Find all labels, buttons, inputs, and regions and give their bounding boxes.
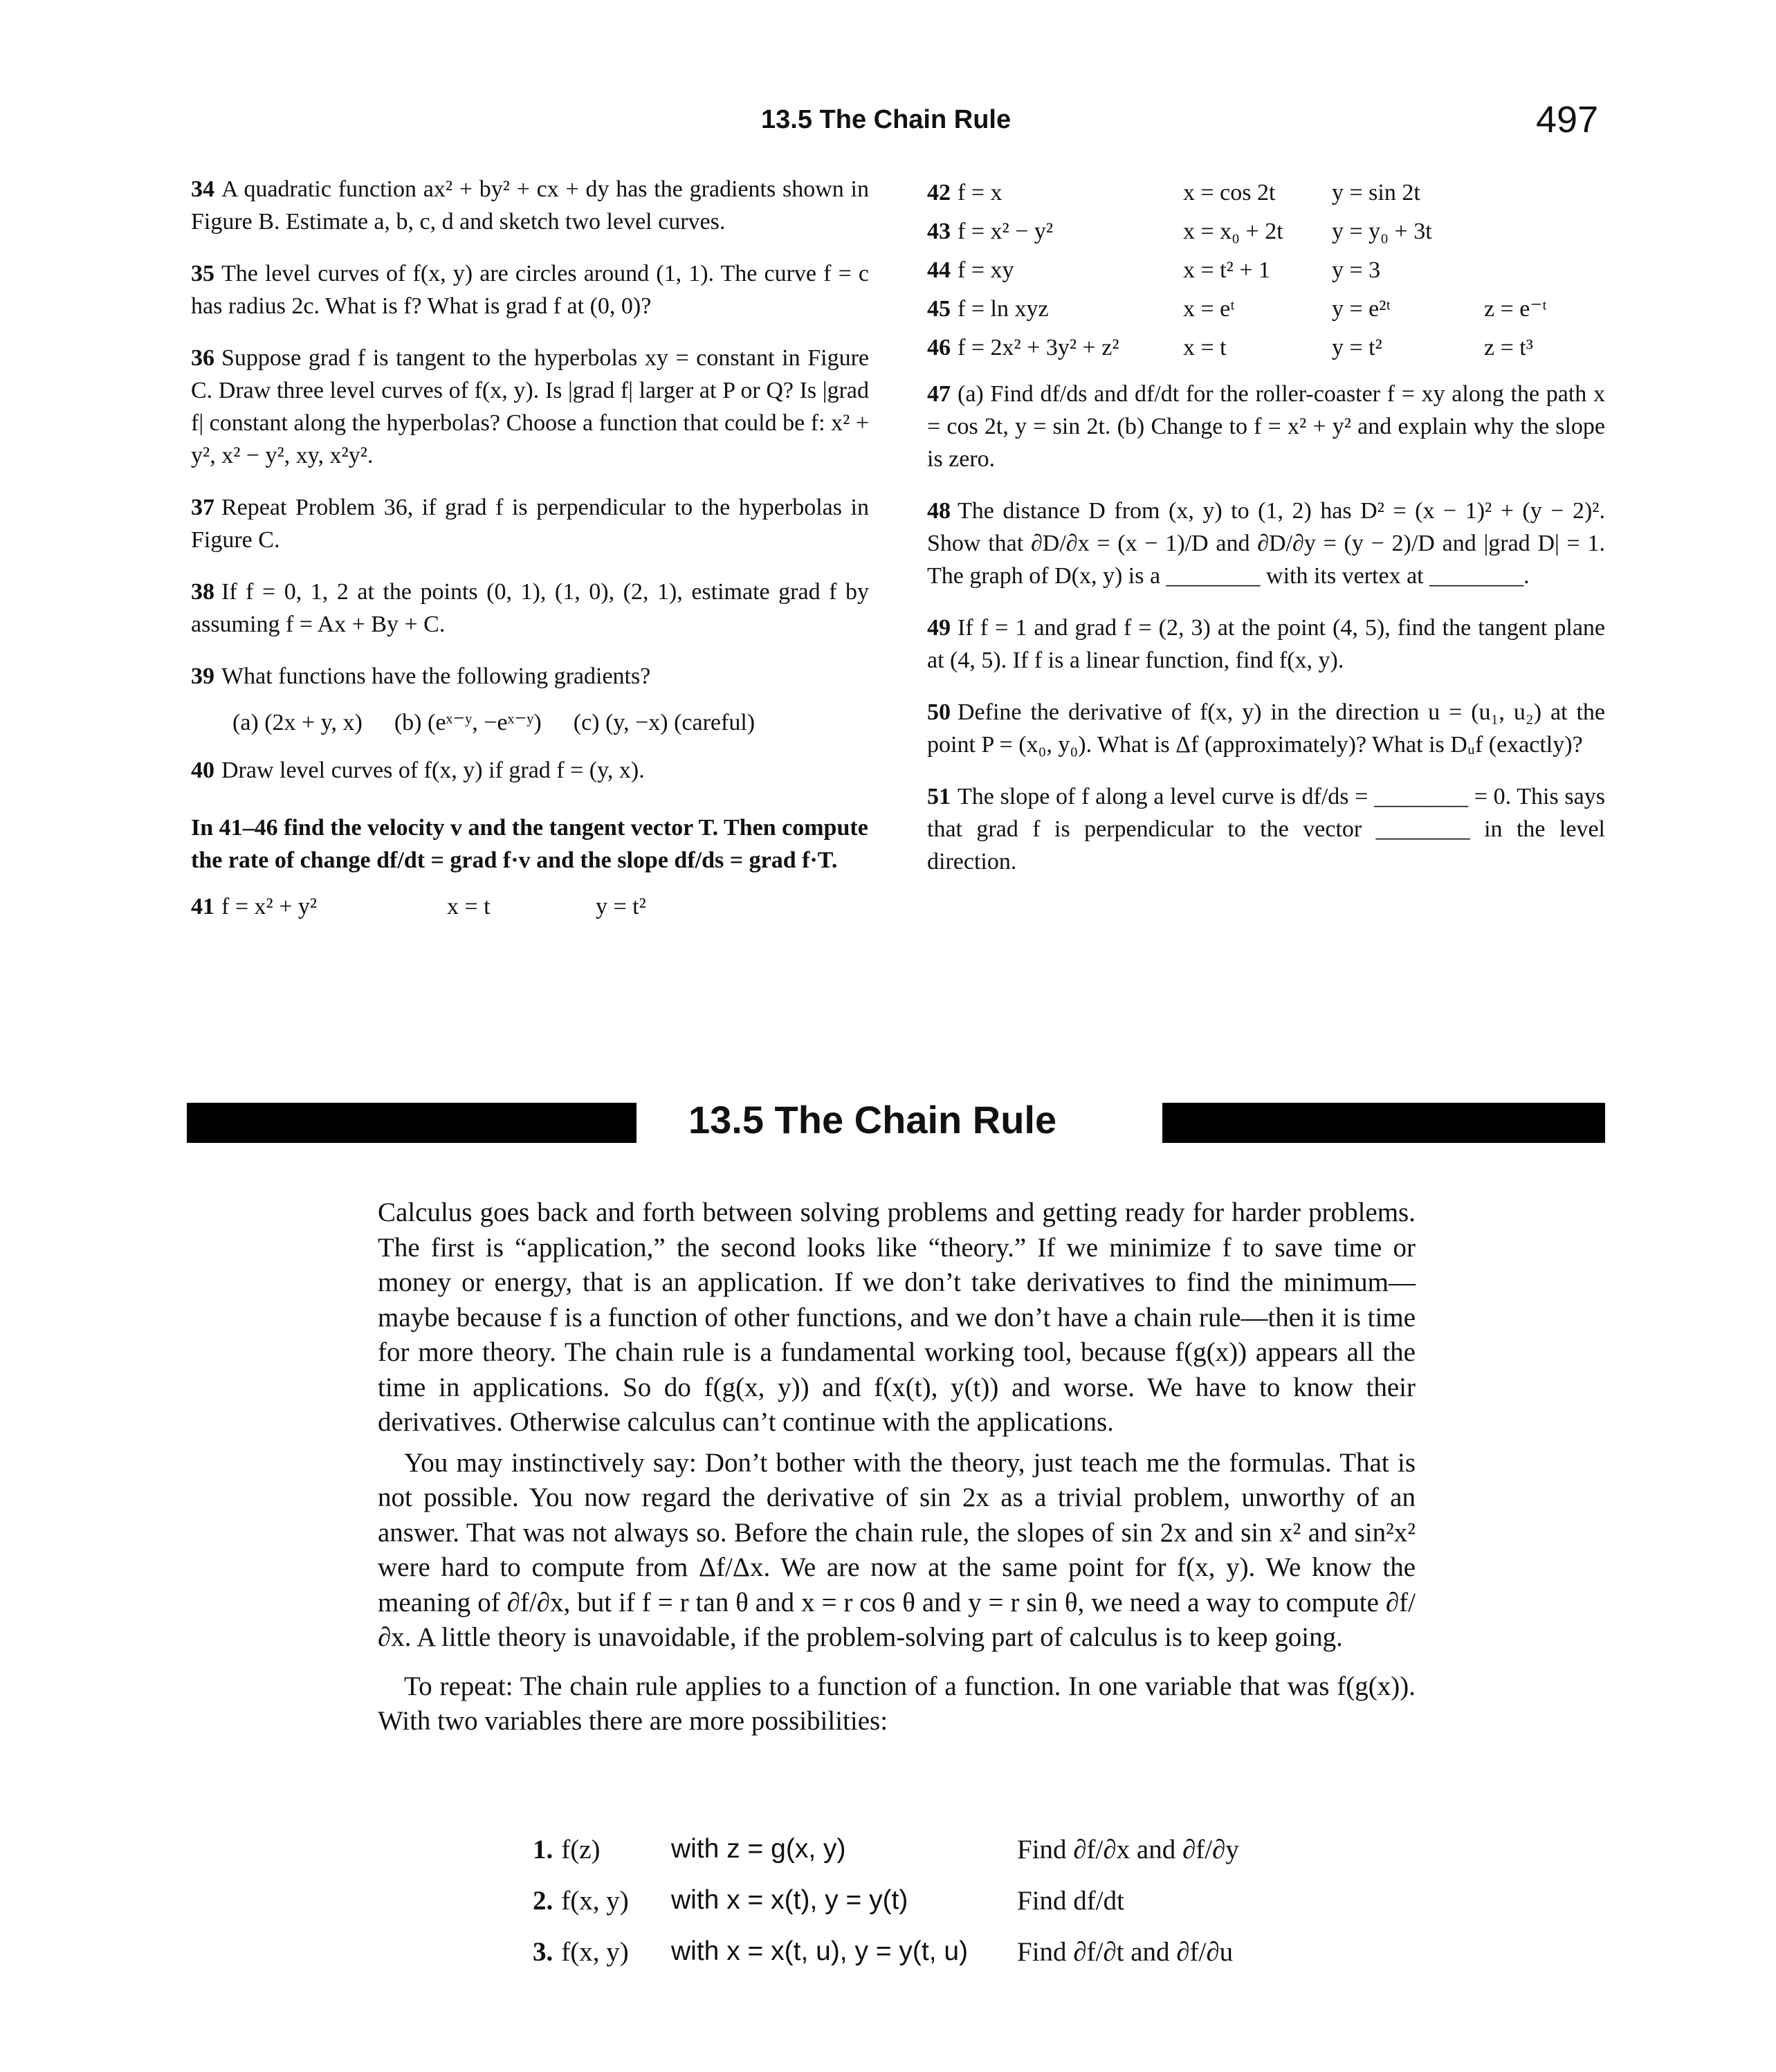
problem-number: 48 <box>927 498 951 524</box>
y-path: y = 3 <box>1332 257 1381 283</box>
case-number: 2. <box>533 1885 553 1916</box>
problem-number: 41 <box>191 894 214 919</box>
problem-table <box>927 173 1605 367</box>
problem-number: 46 <box>927 334 951 360</box>
problem-text: If f = 0, 1, 2 at the points (0, 1), (1, 0), (2, 1), estimate grad f by assuming f = Ax + By + C. <box>191 579 869 637</box>
list-item <box>533 1875 1308 1926</box>
y-path: y = t² <box>1332 334 1382 360</box>
running-head: 13.5 The Chain Rule <box>761 105 1011 134</box>
instruction-41-46: In 41–46 find the velocity v and the tangent vector T. Then compute the rate of change df/dt = grad f·v and the slope df/ds = grad f·T. <box>191 815 868 873</box>
y-path: y = sin 2t <box>1332 179 1420 205</box>
problem-number: 45 <box>927 295 951 322</box>
y-path: y = y₀ + 3t <box>1332 218 1432 244</box>
paragraph: You may instinctively say: Don’t bother with the theory, just teach me the formulas. That is not possible. You now regard the derivative of sin 2x as a trivial problem, unworthy of an answer. That was not always so. Before the chain rule, the slopes of sin 2x and sin x² and sin²x² were hard to compute from Δf/Δx. We are now at the same point for f(x, y). We know the meaning of ∂f/∂x, but if f = r tan θ and x = r cos θ and y = r sin θ, we need a way to compute ∂f/∂x. A little theory is unavoidable, if the problem-solving part of calculus is to keep going. <box>378 1447 1416 1652</box>
z-path: z = e⁻ᵗ <box>1484 295 1547 322</box>
problem-number: 51 <box>927 784 951 809</box>
section-bar-right <box>1162 1103 1605 1143</box>
paragraph: Calculus goes back and forth between solving problems and getting ready for harder problems. The first is “application,” the second looks like “theory.” If we minimize f to save time or money or energy, that is an application. If we don’t take derivatives to find the minimum—maybe because f is a function of other functions, and we don’t have a chain rule—then it is time for more theory. The chain rule is a fundamental working tool, because f(g(x)) appears all the time in applications. So do f(g(x, y)) and f(x(t), y(t)) and worse. We have to know their derivatives. Otherwise calculus can’t continue with the applications. <box>378 1198 1416 1437</box>
problem-text: What functions have the following gradients? <box>221 663 651 689</box>
problem-text: The distance D from (x, y) to (1, 2) has D² = (x − 1)² + (y − 2)². Show that ∂D/∂x = (x − 1)/D and ∂D/∂y = (y − 2)/D and |grad D| = 1. The graph of D(x, y) is a ________ with its vertex at ________. <box>927 498 1605 589</box>
problem-number: 39 <box>191 663 214 689</box>
problem-number: 42 <box>927 179 951 205</box>
problem-text: A quadratic function ax² + by² + cx + dy has the gradients shown in Figure B. Estimate a, b, c, d and sketch two level curves. <box>191 176 869 235</box>
list-item <box>533 1926 1308 1977</box>
x-path: x = t <box>1183 334 1227 360</box>
case-find: Find ∂f/∂x and ∂f/∂y <box>1017 1834 1239 1864</box>
problem-number: 50 <box>927 699 951 725</box>
part-b: (b) (eˣ⁻ʸ, −eˣ⁻ʸ) <box>394 710 542 735</box>
problem-47 <box>927 378 1605 475</box>
x-path: x = cos 2t <box>1183 179 1276 205</box>
problem-34 <box>191 173 869 238</box>
case-find: Find df/dt <box>1017 1885 1124 1916</box>
problem-39 <box>191 660 869 693</box>
problem-text: The slope of f along a level curve is df/ds = ________ = 0. This says that grad f is perpendicular to the vector ________ in the level direction. <box>927 784 1605 874</box>
y-path: y = e²ᵗ <box>1332 295 1391 322</box>
section-bar-left <box>187 1103 637 1143</box>
problem-41 <box>191 890 869 923</box>
right-column <box>927 173 1605 897</box>
table-row <box>927 173 1605 212</box>
y-path: y = t² <box>596 894 646 919</box>
list-item <box>533 1824 1308 1875</box>
x-path: x = t <box>447 894 491 919</box>
problem-39-parts <box>191 706 869 739</box>
function: f = x <box>958 179 1003 205</box>
section-body <box>378 1195 1416 1745</box>
problem-number: 40 <box>191 758 214 783</box>
function: f = x² + y² <box>221 894 318 919</box>
x-path: x = t² + 1 <box>1183 257 1270 283</box>
problem-number: 36 <box>191 345 214 371</box>
function: f = xy <box>958 257 1014 283</box>
problem-number: 37 <box>191 495 214 520</box>
problem-number: 47 <box>927 381 951 407</box>
problem-35 <box>191 257 869 322</box>
case-function: f(x, y) <box>561 1936 629 1967</box>
problem-number: 49 <box>927 615 951 641</box>
case-with: with x = x(t, u), y = y(t, u) <box>671 1936 969 1966</box>
page-number: 497 <box>1536 99 1599 140</box>
z-path: z = t³ <box>1484 334 1533 360</box>
problem-text: Suppose grad f is tangent to the hyperbolas xy = constant in Figure C. Draw three level curves of f(x, y). Is |grad f| larger at P or Q? Is |grad f| constant along the hyperbolas? Choose a function that could be f: x² + y², x² − y², xy, x²y². <box>191 345 869 468</box>
problem-text: Define the derivative of f(x, y) in the direction u = (u₁, u₂) at the point P = (x₀, y₀). What is Δf (approximately)? What is Dᵤf (exactly)? <box>927 699 1605 758</box>
x-path: x = x₀ + 2t <box>1183 218 1283 244</box>
function: f = ln xyz <box>958 295 1049 322</box>
problem-36 <box>191 342 869 472</box>
problem-37 <box>191 491 869 556</box>
case-find: Find ∂f/∂t and ∂f/∂u <box>1017 1936 1234 1967</box>
problem-number: 43 <box>927 218 951 244</box>
left-column <box>191 173 869 923</box>
table-row <box>927 212 1605 250</box>
part-c: (c) (y, −x) (careful) <box>573 710 756 735</box>
part-a: (a) (2x + y, x) <box>232 710 363 735</box>
problem-text: (a) Find df/ds and df/dt for the roller-coaster f = xy along the path x = cos 2t, y = sin 2t. (b) Change to f = x² + y² and explain why the slope is zero. <box>927 381 1605 472</box>
chain-rule-cases <box>533 1824 1308 1977</box>
problem-number: 35 <box>191 261 214 286</box>
case-function: f(x, y) <box>561 1885 629 1916</box>
problem-48 <box>927 495 1605 592</box>
problem-text: The level curves of f(x, y) are circles around (1, 1). The curve f = c has radius 2c. What is f? What is grad f at (0, 0)? <box>191 261 869 319</box>
table-row <box>927 289 1605 328</box>
table-row <box>927 250 1605 289</box>
problem-number: 38 <box>191 579 214 605</box>
problem-number: 44 <box>927 257 951 283</box>
function: f = x² − y² <box>958 218 1054 244</box>
problem-51 <box>927 780 1605 878</box>
x-path: x = eᵗ <box>1183 295 1235 322</box>
case-with: with x = x(t), y = y(t) <box>671 1885 908 1915</box>
case-number: 3. <box>533 1936 553 1967</box>
problem-text: Draw level curves of f(x, y) if grad f = (y, x). <box>221 758 645 783</box>
problem-49 <box>927 612 1605 677</box>
case-function: f(z) <box>561 1834 601 1864</box>
problem-38 <box>191 576 869 641</box>
case-number: 1. <box>533 1834 553 1864</box>
problem-text: If f = 1 and grad f = (2, 3) at the point (4, 5), find the tangent plane at (4, 5). If f is a linear function, find f(x, y). <box>927 615 1605 673</box>
table-row <box>927 328 1605 367</box>
problem-number: 34 <box>191 176 214 202</box>
case-with: with z = g(x, y) <box>671 1834 846 1864</box>
function: f = 2x² + 3y² + z² <box>958 334 1119 360</box>
section-title: 13.5 The Chain Rule <box>688 1098 1057 1142</box>
problem-50 <box>927 696 1605 761</box>
problem-40 <box>191 754 869 787</box>
paragraph: To repeat: The chain rule applies to a function of a function. In one variable that was f(g(x)). With two variables there are more possibilities: <box>378 1671 1416 1736</box>
problem-text: Repeat Problem 36, if grad f is perpendicular to the hyperbolas in Figure C. <box>191 495 869 553</box>
